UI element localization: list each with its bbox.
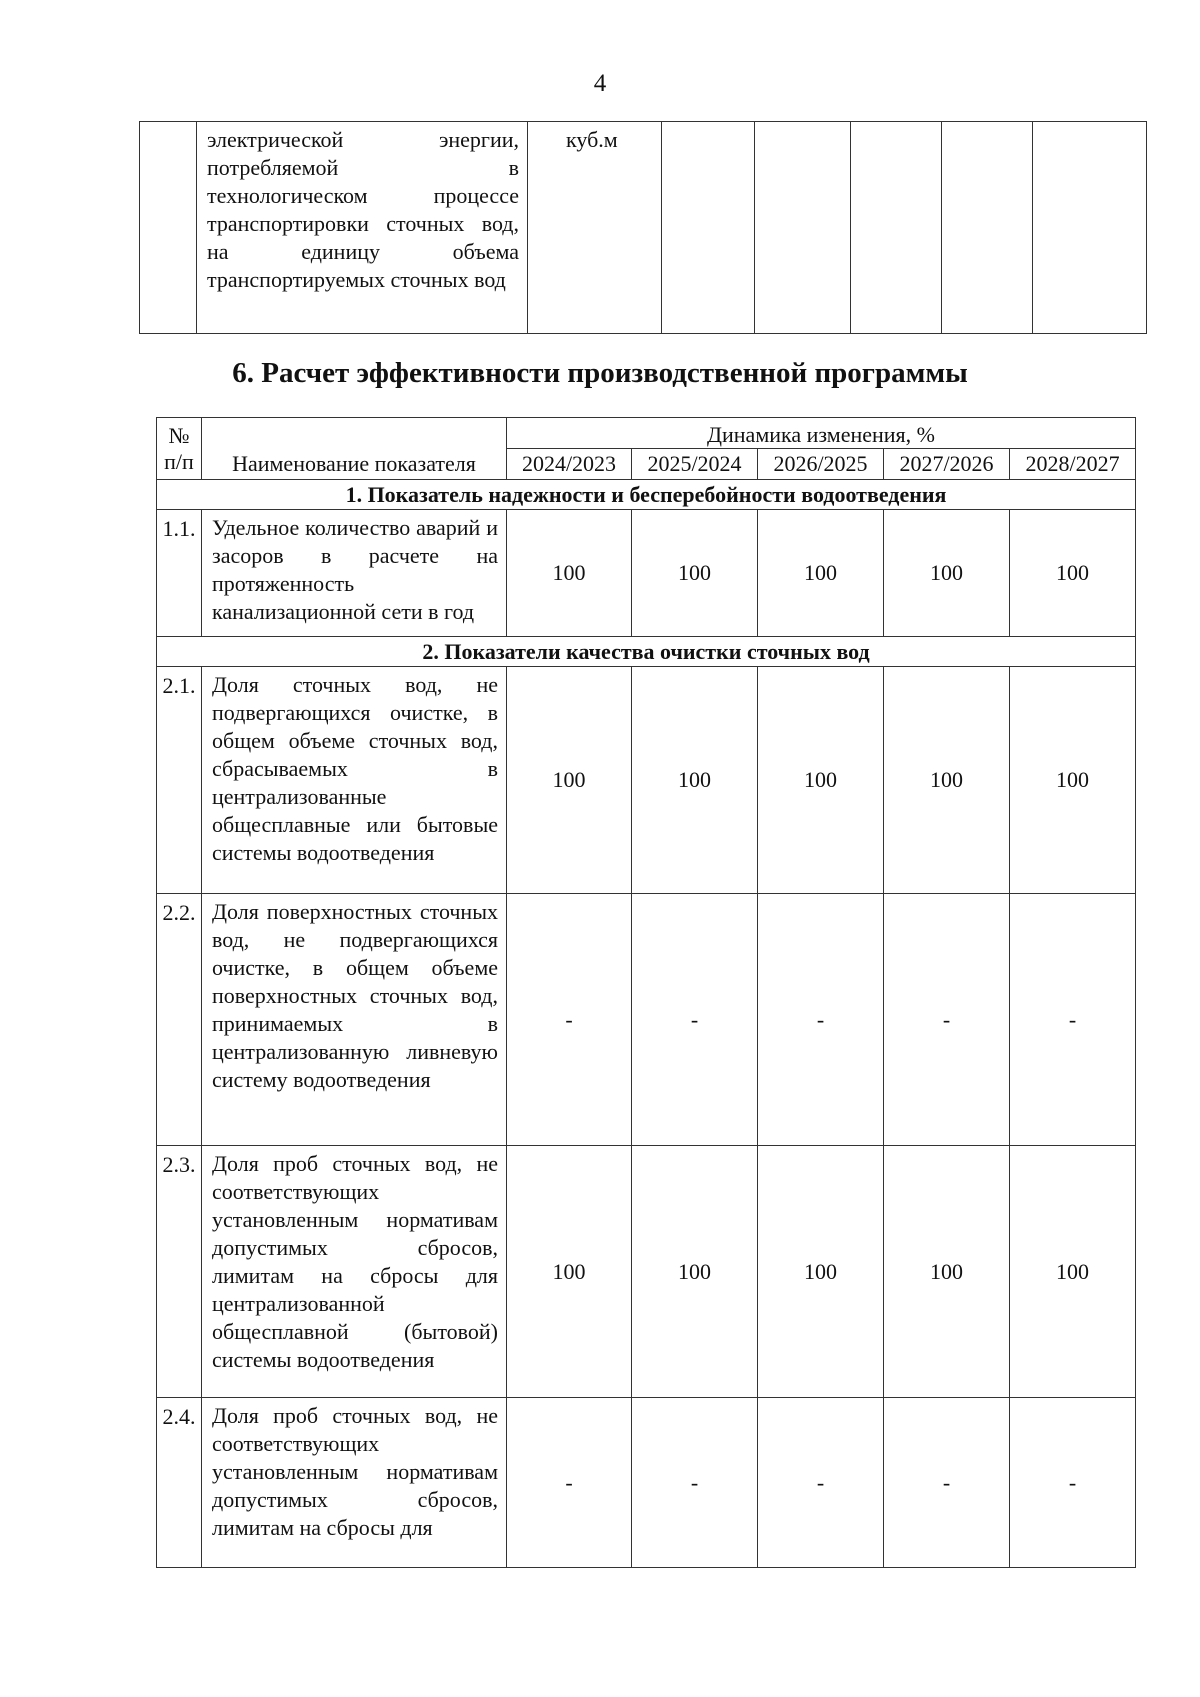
group-title: 2. Показатели качества очистки сточных вод: [157, 637, 1136, 667]
value-cell: [755, 122, 851, 334]
row-value: 100: [1010, 667, 1136, 894]
table-row: [157, 894, 1136, 1146]
row-value: -: [884, 894, 1010, 1146]
row-num: 2.1.: [157, 667, 202, 894]
header-year: 2026/2025: [758, 449, 884, 480]
row-num: 2.4.: [157, 1398, 202, 1568]
row-name: Доля проб сточных вод, не соответствующих установленным нормативам допустимых сбросов, лимитам на сбросы для централизованной общесплавной (бытовой) системы водоотведения: [202, 1146, 507, 1398]
row-value: 100: [884, 1146, 1010, 1398]
efficiency-table: [156, 417, 1136, 1568]
row-num: 1.1.: [157, 510, 202, 637]
continuation-row: [140, 122, 1147, 334]
row-name: Доля поверхностных сточных вод, не подвергающихся очистке, в общем объеме поверхностных сточных вод, принимаемых в централизованную ливневую систему водоотведения: [202, 894, 507, 1146]
row-value: 100: [507, 667, 632, 894]
row-value: -: [758, 1398, 884, 1568]
row-value: -: [1010, 894, 1136, 1146]
row-name: Доля проб сточных вод, не соответствующих установленным нормативам допустимых сбросов, лимитам на сбросы для: [202, 1398, 507, 1568]
row-name: Удельное количество аварий и засоров в расчете на протяженность канализационной сети в год: [202, 510, 507, 637]
row-value: -: [1010, 1398, 1136, 1568]
row-value: 100: [507, 1146, 632, 1398]
continuation-table: [139, 121, 1147, 334]
header-year: 2028/2027: [1010, 449, 1136, 480]
row-value: 100: [1010, 510, 1136, 637]
row-value: 100: [1010, 1146, 1136, 1398]
row-value: -: [758, 894, 884, 1146]
row-value: 100: [632, 510, 758, 637]
row-value: 100: [884, 510, 1010, 637]
table-row: [157, 510, 1136, 637]
row-value: 100: [758, 1146, 884, 1398]
table-row: [157, 667, 1136, 894]
header-num: № п/п: [157, 418, 202, 480]
row-value: -: [884, 1398, 1010, 1568]
row-value: 100: [884, 667, 1010, 894]
row-name: Доля сточных вод, не подвергающихся очистке, в общем объеме сточных вод, сбрасываемых в централизованные общесплавные или бытовые системы водоотведения: [202, 667, 507, 894]
row-value: 100: [632, 667, 758, 894]
header-name: Наименование показателя: [202, 418, 507, 480]
row-value: 100: [507, 510, 632, 637]
row-value: 100: [758, 510, 884, 637]
group-title: 1. Показатель надежности и бесперебойности водоотведения: [157, 480, 1136, 510]
row-value: -: [507, 1398, 632, 1568]
value-cell: [662, 122, 755, 334]
row-num: 2.3.: [157, 1146, 202, 1398]
table-row: [157, 1398, 1136, 1568]
row-value: 100: [758, 667, 884, 894]
table-row: [157, 1146, 1136, 1398]
num-cell: [140, 122, 197, 334]
row-num: 2.2.: [157, 894, 202, 1146]
row-value: -: [632, 894, 758, 1146]
header-year: 2027/2026: [884, 449, 1010, 480]
header-row: [157, 418, 1136, 449]
value-cell: [851, 122, 942, 334]
row-value: -: [632, 1398, 758, 1568]
value-cell: [942, 122, 1033, 334]
section-title: 6. Расчет эффективности производственной программы: [232, 357, 968, 389]
header-year: 2024/2023: [507, 449, 632, 480]
row-value: 100: [632, 1146, 758, 1398]
header-year: 2025/2024: [632, 449, 758, 480]
page-number: 4: [593, 70, 607, 97]
value-cell: [1033, 122, 1147, 334]
unit-cell: куб.м: [528, 122, 662, 334]
group-row: [157, 637, 1136, 667]
row-value: -: [507, 894, 632, 1146]
indicator-name-cell: электрической энергии, потребляемой в технологическом процессе транспортировки сточных вод, на единицу объема транспортируемых сточных вод: [197, 122, 528, 334]
group-row: [157, 480, 1136, 510]
header-dynamics: Динамика изменения, %: [507, 418, 1136, 449]
